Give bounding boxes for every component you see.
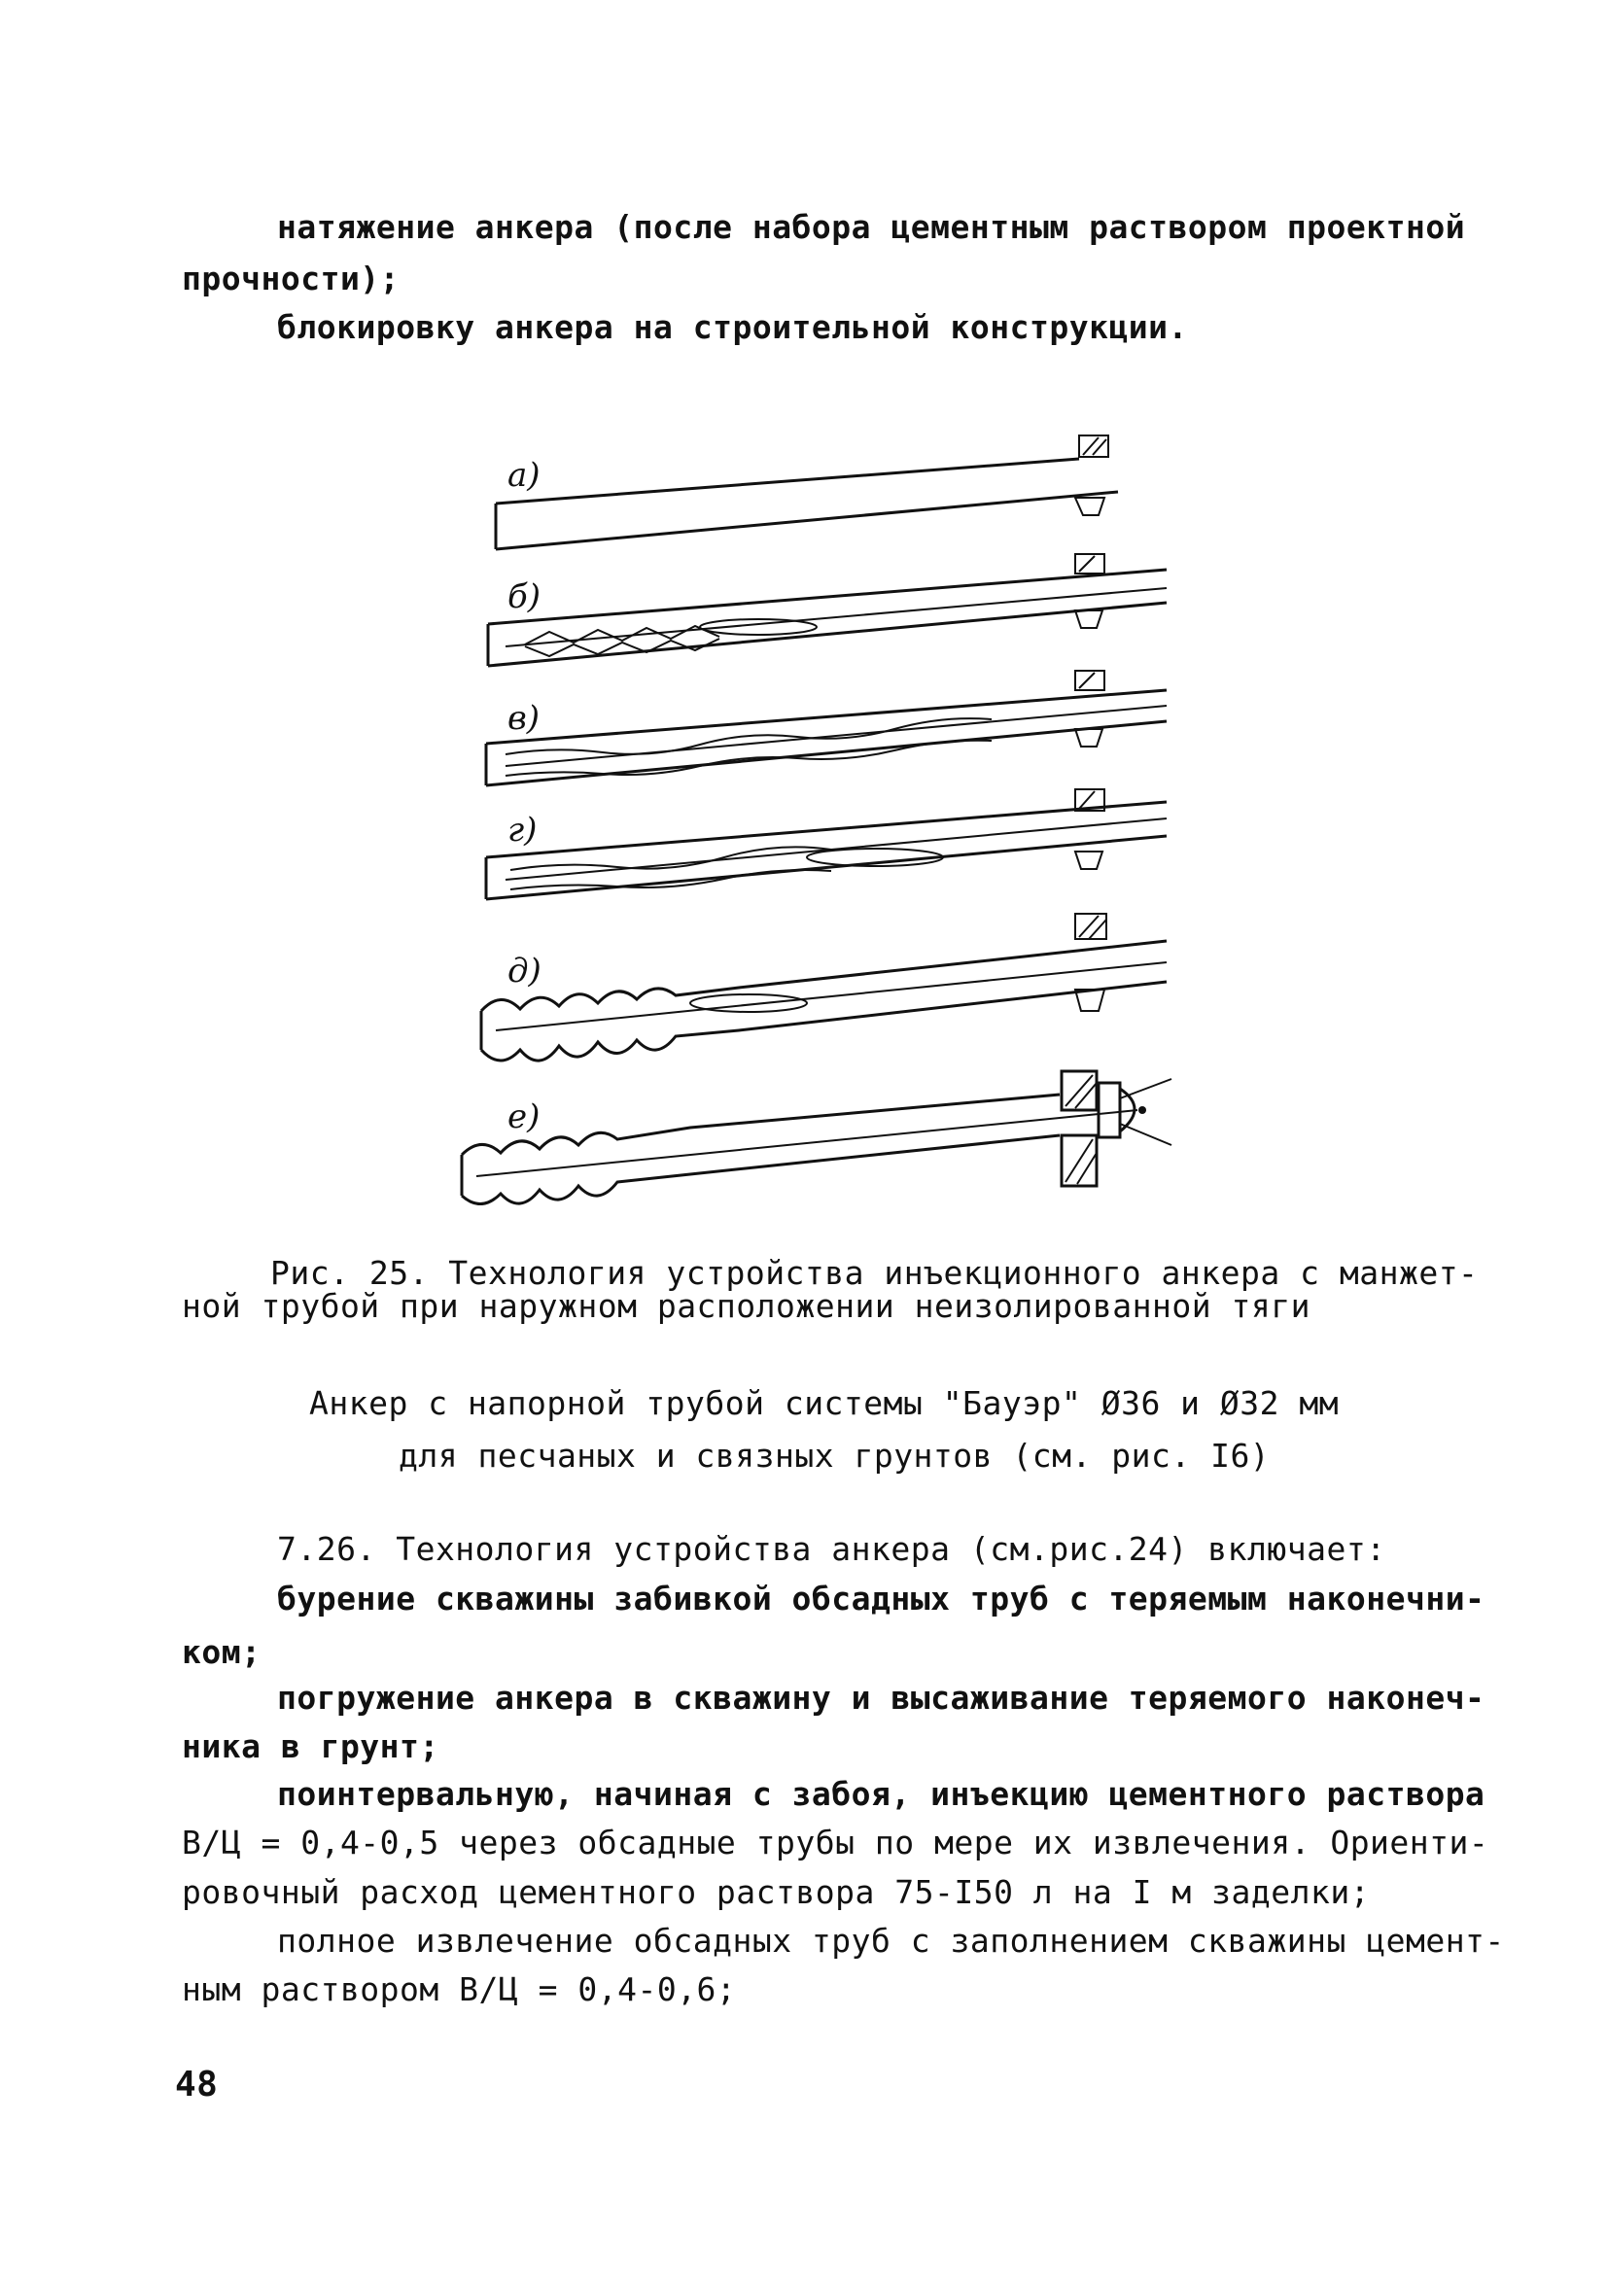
figure-label-d: д) — [507, 952, 541, 991]
subheading-line-1: Анкер с напорной трубой системы "Бауэр" Ø36 и Ø32 мм — [309, 1384, 1340, 1422]
stage-d-expanded-bulb — [481, 914, 1167, 1061]
subheading-line-2: для песчаных и связных грунтов (см. рис. I6) — [399, 1437, 1271, 1475]
body-line-10: ным раствором В/Ц = 0,4-0,6; — [182, 1970, 737, 2008]
body-line-3: ком; — [182, 1633, 262, 1671]
body-line-4: погружение анкера в скважину и высаживание теряемого наконеч- — [277, 1679, 1485, 1717]
body-line-2: бурение скважины забивкой обсадных труб с теряемым наконечни- — [277, 1580, 1485, 1618]
anchor-head-plate — [1099, 1083, 1120, 1137]
body-line-6: поинтервальную, начиная с забоя, инъекцию цементного раствора — [277, 1775, 1485, 1813]
figure-label-e: е) — [507, 1097, 541, 1136]
body-line-5: ника в грунт; — [182, 1727, 439, 1765]
stage-b-injection — [488, 554, 1167, 666]
body-line-9: полное извлечение обсадных труб с заполнением скважины цемент- — [277, 1922, 1505, 1960]
intro-line-1: натяжение анкера (после набора цементным раствором проектной — [277, 208, 1466, 246]
figure-label-g: г) — [507, 811, 538, 850]
page-number: 48 — [175, 2065, 219, 2105]
stage-v-grout-fill — [486, 671, 1167, 785]
stage-a-borehole — [496, 435, 1118, 549]
stage-e-locked-anchor — [462, 1071, 1171, 1204]
figure-label-a: а) — [507, 456, 541, 495]
body-line-8: ровочный расход цементного раствора 75-I50 л на I м заделки; — [182, 1873, 1371, 1911]
body-line-7: В/Ц = 0,4-0,5 через обсадные трубы по мере их извлечения. Ориенти- — [182, 1824, 1489, 1861]
figure-caption-line-1: Рис. 25. Технология устройства инъекционного анкера с манжет- — [270, 1254, 1479, 1292]
figure-caption-line-2: ной трубой при наружном расположении неизолированной тяги — [182, 1287, 1310, 1325]
stage-g-second-injection — [486, 789, 1167, 899]
figure-label-b: б) — [507, 577, 541, 616]
intro-line-2: прочности); — [182, 260, 401, 297]
body-line-1: 7.26. Технология устройства анкера (см.рис.24) включает: — [277, 1530, 1386, 1568]
figure-label-v: в) — [507, 699, 541, 738]
anchor-technology-figure — [418, 408, 1186, 1205]
intro-line-3: блокировку анкера на строительной конструкции. — [277, 308, 1188, 346]
